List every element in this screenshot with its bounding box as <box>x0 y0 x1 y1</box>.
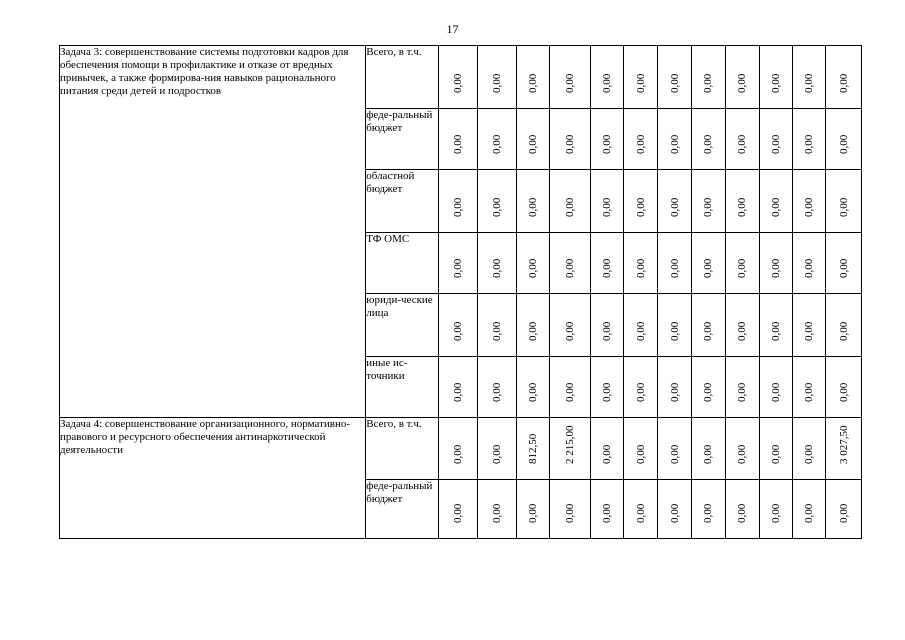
amount-cell <box>549 480 590 539</box>
amount-cell <box>477 46 516 109</box>
funding-source: юриди-ческие лица <box>366 294 439 357</box>
amount-value: 0,00 <box>668 382 681 402</box>
amount-value: 812,50 <box>526 433 539 464</box>
amount-value: 0,00 <box>563 258 576 278</box>
amount-cell <box>477 480 516 539</box>
amount-value: 0,00 <box>803 258 816 278</box>
amount-cell <box>549 294 590 357</box>
funding-source: областной бюджет <box>366 170 439 233</box>
funding-source: феде-ральный бюджет <box>366 109 439 170</box>
amount-cell <box>658 418 692 480</box>
amount-value: 0,00 <box>451 321 464 341</box>
amount-value: 0,00 <box>736 258 749 278</box>
amount-value: 0,00 <box>600 444 613 464</box>
amount-cell <box>477 170 516 233</box>
amount-value: 0,00 <box>702 503 715 523</box>
amount-cell <box>658 480 692 539</box>
amount-cell <box>590 418 624 480</box>
amount-cell <box>624 294 658 357</box>
amount-value: 0,00 <box>769 503 782 523</box>
amount-value: 0,00 <box>634 134 647 154</box>
amount-value: 0,00 <box>634 444 647 464</box>
task-description: Задача 4: совершенствование организационного, нормативно-правового и ресурсного обеспечения антинаркотической деятельности <box>60 418 366 539</box>
amount-value: 0,00 <box>769 444 782 464</box>
amount-cell <box>725 170 759 233</box>
amount-cell <box>477 294 516 357</box>
amount-cell <box>516 418 549 480</box>
amount-cell <box>725 480 759 539</box>
amount-value: 0,00 <box>490 382 503 402</box>
amount-cell <box>691 109 725 170</box>
amount-value: 0,00 <box>490 258 503 278</box>
amount-value: 0,00 <box>736 503 749 523</box>
amount-cell <box>590 233 624 294</box>
amount-cell <box>477 418 516 480</box>
amount-value: 0,00 <box>668 444 681 464</box>
amount-value: 0,00 <box>490 73 503 93</box>
amount-cell <box>438 233 477 294</box>
table-body <box>60 46 862 539</box>
amount-cell <box>759 357 793 418</box>
amount-cell <box>691 294 725 357</box>
amount-cell <box>590 480 624 539</box>
funding-source: Всего, в т.ч. <box>366 46 439 109</box>
amount-value: 0,00 <box>451 73 464 93</box>
amount-cell <box>793 480 826 539</box>
amount-value: 0,00 <box>526 321 539 341</box>
amount-cell <box>516 46 549 109</box>
amount-value: 0,00 <box>600 134 613 154</box>
amount-cell <box>658 294 692 357</box>
amount-value: 0,00 <box>600 197 613 217</box>
amount-cell <box>793 418 826 480</box>
amount-value: 0,00 <box>837 258 850 278</box>
amount-value: 0,00 <box>702 444 715 464</box>
amount-cell <box>624 480 658 539</box>
amount-cell <box>691 170 725 233</box>
amount-value: 3 027,50 <box>837 425 850 464</box>
amount-cell <box>793 233 826 294</box>
amount-cell <box>516 357 549 418</box>
amount-value: 0,00 <box>803 134 816 154</box>
amount-cell <box>691 480 725 539</box>
amount-cell <box>624 170 658 233</box>
amount-cell <box>624 46 658 109</box>
amount-cell <box>658 109 692 170</box>
amount-value: 0,00 <box>563 503 576 523</box>
amount-cell <box>516 480 549 539</box>
amount-value: 0,00 <box>803 73 816 93</box>
amount-cell <box>590 357 624 418</box>
amount-cell <box>725 418 759 480</box>
amount-value: 0,00 <box>563 73 576 93</box>
amount-cell <box>516 294 549 357</box>
amount-value: 0,00 <box>526 73 539 93</box>
amount-cell <box>590 109 624 170</box>
amount-value: 0,00 <box>668 197 681 217</box>
amount-value: 0,00 <box>769 134 782 154</box>
amount-cell <box>759 233 793 294</box>
amount-cell <box>725 294 759 357</box>
amount-value: 0,00 <box>600 321 613 341</box>
amount-value: 0,00 <box>451 382 464 402</box>
amount-value: 0,00 <box>451 258 464 278</box>
amount-cell <box>759 480 793 539</box>
amount-value: 0,00 <box>526 197 539 217</box>
amount-value: 0,00 <box>702 321 715 341</box>
amount-cell <box>549 46 590 109</box>
amount-cell <box>438 109 477 170</box>
amount-value: 0,00 <box>563 134 576 154</box>
amount-cell <box>658 357 692 418</box>
amount-cell <box>759 109 793 170</box>
amount-value: 0,00 <box>563 321 576 341</box>
table-row <box>60 418 862 480</box>
amount-value: 2 215,00 <box>563 425 576 464</box>
amount-cell <box>658 170 692 233</box>
amount-value: 0,00 <box>736 321 749 341</box>
amount-value: 0,00 <box>634 503 647 523</box>
amount-cell <box>624 109 658 170</box>
table-row <box>60 46 862 109</box>
amount-value: 0,00 <box>736 73 749 93</box>
amount-value: 0,00 <box>451 444 464 464</box>
amount-value: 0,00 <box>490 503 503 523</box>
amount-cell <box>759 418 793 480</box>
amount-value: 0,00 <box>526 503 539 523</box>
amount-value: 0,00 <box>634 258 647 278</box>
amount-value: 0,00 <box>769 382 782 402</box>
amount-value: 0,00 <box>736 134 749 154</box>
amount-cell <box>516 109 549 170</box>
amount-value: 0,00 <box>526 258 539 278</box>
amount-cell <box>691 357 725 418</box>
amount-cell <box>590 170 624 233</box>
amount-cell <box>438 357 477 418</box>
amount-cell <box>549 418 590 480</box>
amount-cell <box>826 109 862 170</box>
amount-cell <box>624 357 658 418</box>
amount-cell <box>725 233 759 294</box>
amount-cell <box>438 418 477 480</box>
amount-cell <box>725 46 759 109</box>
amount-value: 0,00 <box>736 444 749 464</box>
budget-table <box>59 45 862 539</box>
amount-value: 0,00 <box>769 197 782 217</box>
funding-source: Всего, в т.ч. <box>366 418 439 480</box>
amount-cell <box>759 294 793 357</box>
amount-value: 0,00 <box>490 134 503 154</box>
amount-value: 0,00 <box>490 197 503 217</box>
amount-cell <box>438 294 477 357</box>
amount-value: 0,00 <box>837 382 850 402</box>
amount-cell <box>793 46 826 109</box>
amount-value: 0,00 <box>769 321 782 341</box>
amount-value: 0,00 <box>736 197 749 217</box>
amount-cell <box>516 170 549 233</box>
funding-source: феде-ральный бюджет <box>366 480 439 539</box>
amount-value: 0,00 <box>600 73 613 93</box>
amount-value: 0,00 <box>668 258 681 278</box>
amount-value: 0,00 <box>803 444 816 464</box>
amount-cell <box>624 418 658 480</box>
amount-value: 0,00 <box>803 382 816 402</box>
amount-value: 0,00 <box>736 382 749 402</box>
amount-cell <box>691 233 725 294</box>
amount-value: 0,00 <box>451 197 464 217</box>
amount-cell <box>549 233 590 294</box>
amount-cell <box>438 170 477 233</box>
amount-cell <box>658 233 692 294</box>
amount-cell <box>793 170 826 233</box>
amount-cell <box>438 46 477 109</box>
amount-value: 0,00 <box>634 382 647 402</box>
amount-value: 0,00 <box>451 134 464 154</box>
amount-value: 0,00 <box>702 73 715 93</box>
amount-value: 0,00 <box>803 321 816 341</box>
amount-cell <box>477 109 516 170</box>
amount-value: 0,00 <box>702 382 715 402</box>
amount-cell <box>826 170 862 233</box>
amount-cell <box>759 46 793 109</box>
amount-cell <box>826 294 862 357</box>
amount-cell <box>549 170 590 233</box>
amount-cell <box>516 233 549 294</box>
amount-value: 0,00 <box>803 503 816 523</box>
amount-cell <box>624 233 658 294</box>
amount-value: 0,00 <box>769 258 782 278</box>
amount-value: 0,00 <box>702 134 715 154</box>
page-number: 17 <box>446 22 459 36</box>
amount-value: 0,00 <box>668 503 681 523</box>
amount-value: 0,00 <box>490 321 503 341</box>
amount-cell <box>549 357 590 418</box>
amount-cell <box>549 109 590 170</box>
amount-cell <box>826 480 862 539</box>
amount-value: 0,00 <box>837 197 850 217</box>
amount-cell <box>793 109 826 170</box>
amount-value: 0,00 <box>837 503 850 523</box>
amount-value: 0,00 <box>668 134 681 154</box>
amount-cell <box>793 294 826 357</box>
funding-source: иные ис-точники <box>366 357 439 418</box>
amount-value: 0,00 <box>702 258 715 278</box>
amount-value: 0,00 <box>600 258 613 278</box>
amount-value: 0,00 <box>803 197 816 217</box>
amount-value: 0,00 <box>526 382 539 402</box>
amount-value: 0,00 <box>837 134 850 154</box>
amount-value: 0,00 <box>668 321 681 341</box>
amount-cell <box>691 46 725 109</box>
amount-value: 0,00 <box>490 444 503 464</box>
amount-value: 0,00 <box>634 321 647 341</box>
amount-cell <box>793 357 826 418</box>
amount-value: 0,00 <box>600 503 613 523</box>
amount-value: 0,00 <box>526 134 539 154</box>
amount-value: 0,00 <box>702 197 715 217</box>
amount-cell <box>590 46 624 109</box>
amount-cell <box>438 480 477 539</box>
amount-cell <box>477 233 516 294</box>
amount-value: 0,00 <box>563 382 576 402</box>
amount-cell <box>725 357 759 418</box>
amount-cell <box>759 170 793 233</box>
amount-cell <box>691 418 725 480</box>
amount-cell <box>826 233 862 294</box>
amount-value: 0,00 <box>634 197 647 217</box>
amount-cell <box>826 357 862 418</box>
amount-value: 0,00 <box>563 197 576 217</box>
task-description: Задача 3: совершенствование системы подготовки кадров для обеспечения помощи в профилактике и отказе от вредных привычек, а также формирова-ния навыков рационального питания среди детей и подростков <box>60 46 366 418</box>
amount-value: 0,00 <box>600 382 613 402</box>
amount-value: 0,00 <box>837 73 850 93</box>
amount-cell <box>590 294 624 357</box>
amount-cell <box>725 109 759 170</box>
amount-value: 0,00 <box>769 73 782 93</box>
amount-cell <box>826 46 862 109</box>
amount-cell <box>658 46 692 109</box>
amount-cell <box>477 357 516 418</box>
amount-cell <box>826 418 862 480</box>
amount-value: 0,00 <box>634 73 647 93</box>
amount-value: 0,00 <box>668 73 681 93</box>
amount-value: 0,00 <box>451 503 464 523</box>
funding-source: ТФ ОМС <box>366 233 439 294</box>
amount-value: 0,00 <box>837 321 850 341</box>
